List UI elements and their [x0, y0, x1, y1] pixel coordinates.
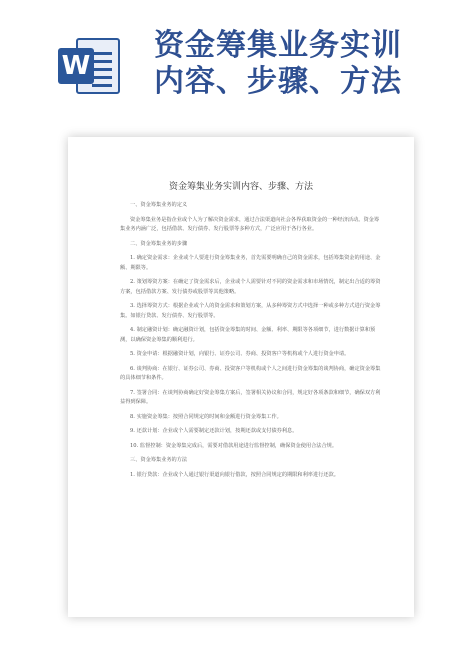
- paragraph: 9. 还款计划：企业或个人需要制定还款计划，按期还款或支付债券利息。: [130, 428, 298, 434]
- paragraph: 1. 银行贷款：企业或个人通过银行渠道向银行借款，按照合同规定的期限和利率进行还款。: [130, 471, 339, 478]
- paragraph: 7. 签署合同：在谈判协商确定好资金筹集方案后，签署相关协议和合同，规定好各项条款和细节，确保双方利益得到保障。: [120, 389, 381, 405]
- document-body: [120, 199, 384, 485]
- paragraph: 1. 确定资金需求：企业或个人要进行资金筹集业务，首先需要明确自己的资金需求，包括筹集资金的用途、金额、期限等。: [120, 255, 381, 271]
- paragraph: 3. 选择筹资方式：根据企业或个人的资金需求和策划方案，从多种筹资方式中选择一种或多种方式进行资金筹集。如银行贷款、发行债券、发行股票等。: [120, 303, 381, 319]
- paragraph: 6. 谈判协商：在银行、证券公司、券商、投资客户等机构或个人之间进行资金筹集的谈判协商，确定资金筹集的具体细节和条件。: [120, 365, 381, 381]
- paragraph: 10. 监督控制：资金筹集完成后，需要对借款用途进行监督控制，确保资金使用合法合规。: [130, 442, 338, 449]
- paragraph: 资金筹集业务是指企业或个人为了解决资金需求，通过合法渠道向社会各界获取资金的一种经济活动。资金筹集业务内涵广泛，包括借款、发行债券、发行股票等多种方式，广泛应用于各行各业。: [120, 216, 380, 232]
- banner: [0, 0, 474, 100]
- section-heading: 二、资金筹集业务的步骤: [130, 240, 188, 247]
- banner-title-line2: 内容、步骤、方法: [154, 64, 402, 99]
- paragraph: 8. 实施资金筹集：按照合同规定的时间和金额进行资金筹集工作。: [130, 413, 282, 420]
- document-page: [68, 137, 414, 617]
- section-heading: 三、资金筹集业务的方法: [130, 457, 188, 463]
- banner-title: [154, 28, 474, 100]
- word-icon-tile: W: [58, 48, 94, 84]
- document-title: 资金筹集业务实训内容、步骤、方法: [168, 182, 313, 192]
- paragraph: 4. 制定融资计划：确定融资计划，包括资金筹集的时间、金额、利率、期限等各项细节，进行数据计算和预测，以确保资金筹集的顺利进行。: [120, 327, 376, 343]
- banner-title-line1: 资金筹集业务实训: [154, 28, 402, 63]
- word-icon: [58, 34, 122, 98]
- paragraph: 2. 策划筹资方案：在确定了资金需求后，企业或个人需要针对不同的资金需求和市场情况，制定出合适的筹资方案，包括借款方案、发行债券或股票等其他策略。: [120, 279, 381, 295]
- paragraph: 5. 资金申请：根据融资计划，向银行、证券公司、券商、投资客户等机构或个人进行资金申请。: [130, 351, 350, 357]
- section-heading: 一、资金筹集业务的定义: [130, 202, 188, 208]
